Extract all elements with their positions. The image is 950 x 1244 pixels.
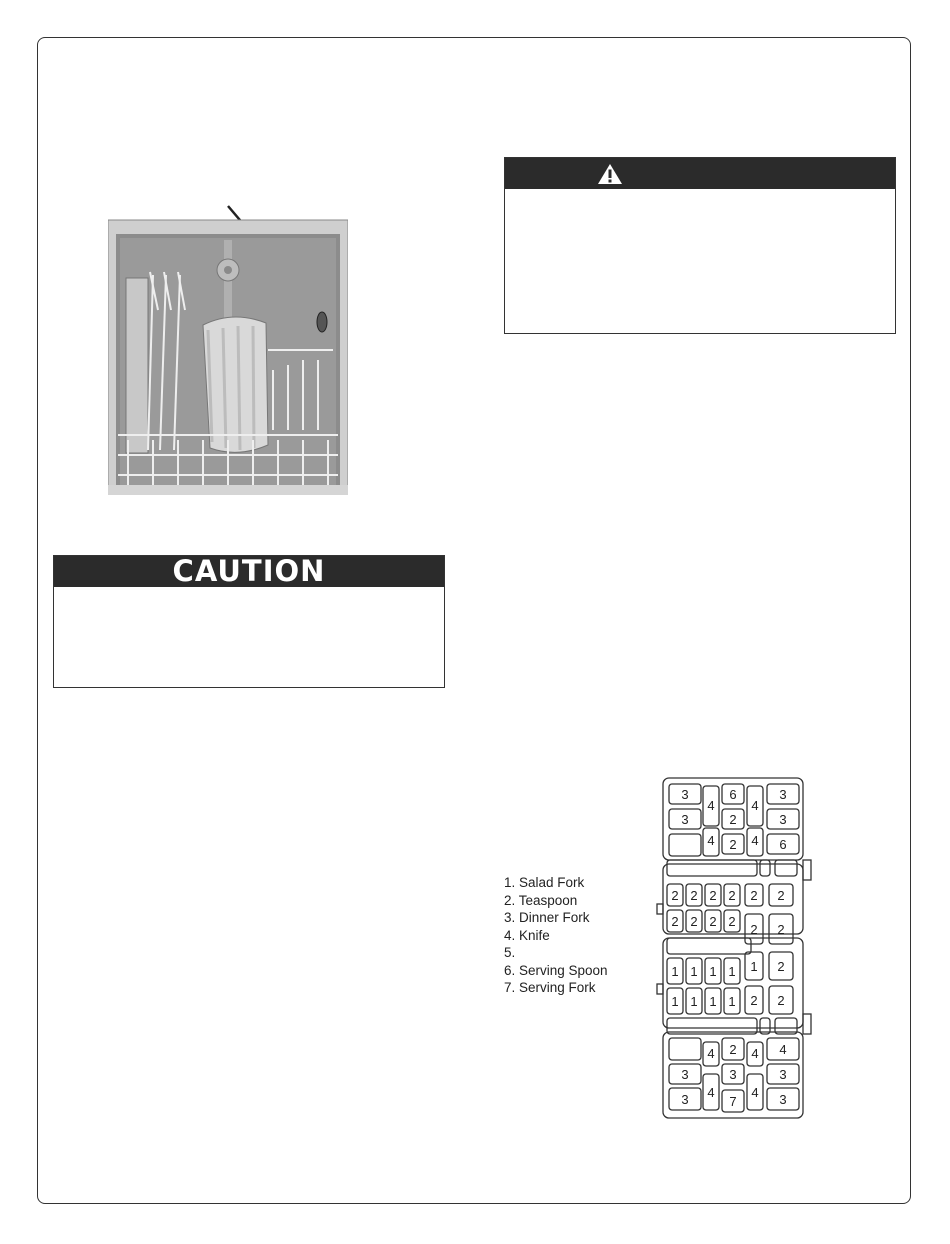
warning-triangle-icon bbox=[597, 163, 623, 185]
dishwasher-illustration bbox=[108, 200, 348, 495]
basket-cell-label: 4 bbox=[707, 833, 715, 848]
basket-cell-label: 6 bbox=[779, 837, 787, 852]
basket-cell-label: 3 bbox=[779, 812, 787, 827]
legend-item: 2. Teaspoon bbox=[504, 892, 578, 908]
basket-cell-label: 1 bbox=[709, 964, 717, 979]
basket-cell-label: 3 bbox=[681, 1092, 689, 1107]
basket-cell-label: 1 bbox=[690, 994, 698, 1009]
basket-cell-label: 2 bbox=[671, 914, 679, 929]
basket-cell-label: 2 bbox=[728, 914, 736, 929]
basket-cell-label: 1 bbox=[671, 994, 679, 1009]
basket-cell-label: 3 bbox=[681, 812, 689, 827]
legend-item: 6. Serving Spoon bbox=[504, 962, 608, 978]
basket-cell-label: 2 bbox=[729, 837, 737, 852]
basket-cell-label: 3 bbox=[779, 1092, 787, 1107]
basket-cell-label: 2 bbox=[728, 888, 736, 903]
basket-cell-label: 3 bbox=[779, 1067, 787, 1082]
basket-cell-label: 4 bbox=[751, 1085, 759, 1100]
legend-item: 1. Salad Fork bbox=[504, 875, 585, 890]
legend-item: 5. bbox=[504, 945, 516, 960]
basket-cell-label: 4 bbox=[779, 1042, 787, 1057]
basket-cell-label: 2 bbox=[777, 922, 785, 937]
basket-cell-label: 1 bbox=[750, 959, 758, 974]
basket-cell-label: 2 bbox=[777, 888, 785, 903]
basket-cell-label: 4 bbox=[751, 833, 759, 848]
legend-item: 7. Serving Fork bbox=[504, 980, 596, 995]
basket-cell-label: 2 bbox=[671, 888, 679, 903]
silverware-legend bbox=[504, 874, 608, 997]
basket-cell-label: 2 bbox=[690, 888, 698, 903]
caution-title: CAUTION bbox=[54, 556, 444, 587]
basket-cell-label: 2 bbox=[750, 922, 758, 937]
basket-cell-label: 3 bbox=[779, 787, 787, 802]
basket-cell-label: 2 bbox=[750, 888, 758, 903]
legend-item: 4. Knife bbox=[504, 927, 550, 943]
basket-cell-label: 6 bbox=[729, 787, 737, 802]
basket-cell-label: 2 bbox=[777, 993, 785, 1008]
basket-cell-label: 7 bbox=[729, 1094, 737, 1109]
warning-header bbox=[505, 158, 895, 189]
basket-cell-label: 3 bbox=[681, 787, 689, 802]
caution-box bbox=[53, 555, 445, 688]
basket-cell-label: 4 bbox=[751, 1046, 759, 1061]
basket-cell-label: 4 bbox=[707, 1085, 715, 1100]
basket-cell-label: 3 bbox=[729, 1067, 737, 1082]
basket-cell-label: 2 bbox=[729, 812, 737, 827]
basket-cell-label: 2 bbox=[750, 993, 758, 1008]
basket-cell-label: 2 bbox=[777, 959, 785, 974]
legend-item: 3. Dinner Fork bbox=[504, 910, 590, 925]
warning-box bbox=[504, 157, 896, 334]
basket-cell-label: 2 bbox=[729, 1042, 737, 1057]
basket-cell-label: 3 bbox=[681, 1067, 689, 1082]
basket-cell-label: 4 bbox=[751, 798, 759, 813]
basket-cell-label: 1 bbox=[690, 964, 698, 979]
basket-cell-label: 4 bbox=[707, 798, 715, 813]
basket-cell-label: 2 bbox=[709, 914, 717, 929]
basket-cell-label: 1 bbox=[671, 964, 679, 979]
silverware-basket-diagram bbox=[655, 776, 815, 1121]
basket-cell-label: 1 bbox=[709, 994, 717, 1009]
basket-cell-label: 2 bbox=[709, 888, 717, 903]
basket-cell-label: 2 bbox=[690, 914, 698, 929]
basket-cell-label: 4 bbox=[707, 1046, 715, 1061]
basket-cell-label: 1 bbox=[728, 964, 736, 979]
basket-cell-label: 1 bbox=[728, 994, 736, 1009]
